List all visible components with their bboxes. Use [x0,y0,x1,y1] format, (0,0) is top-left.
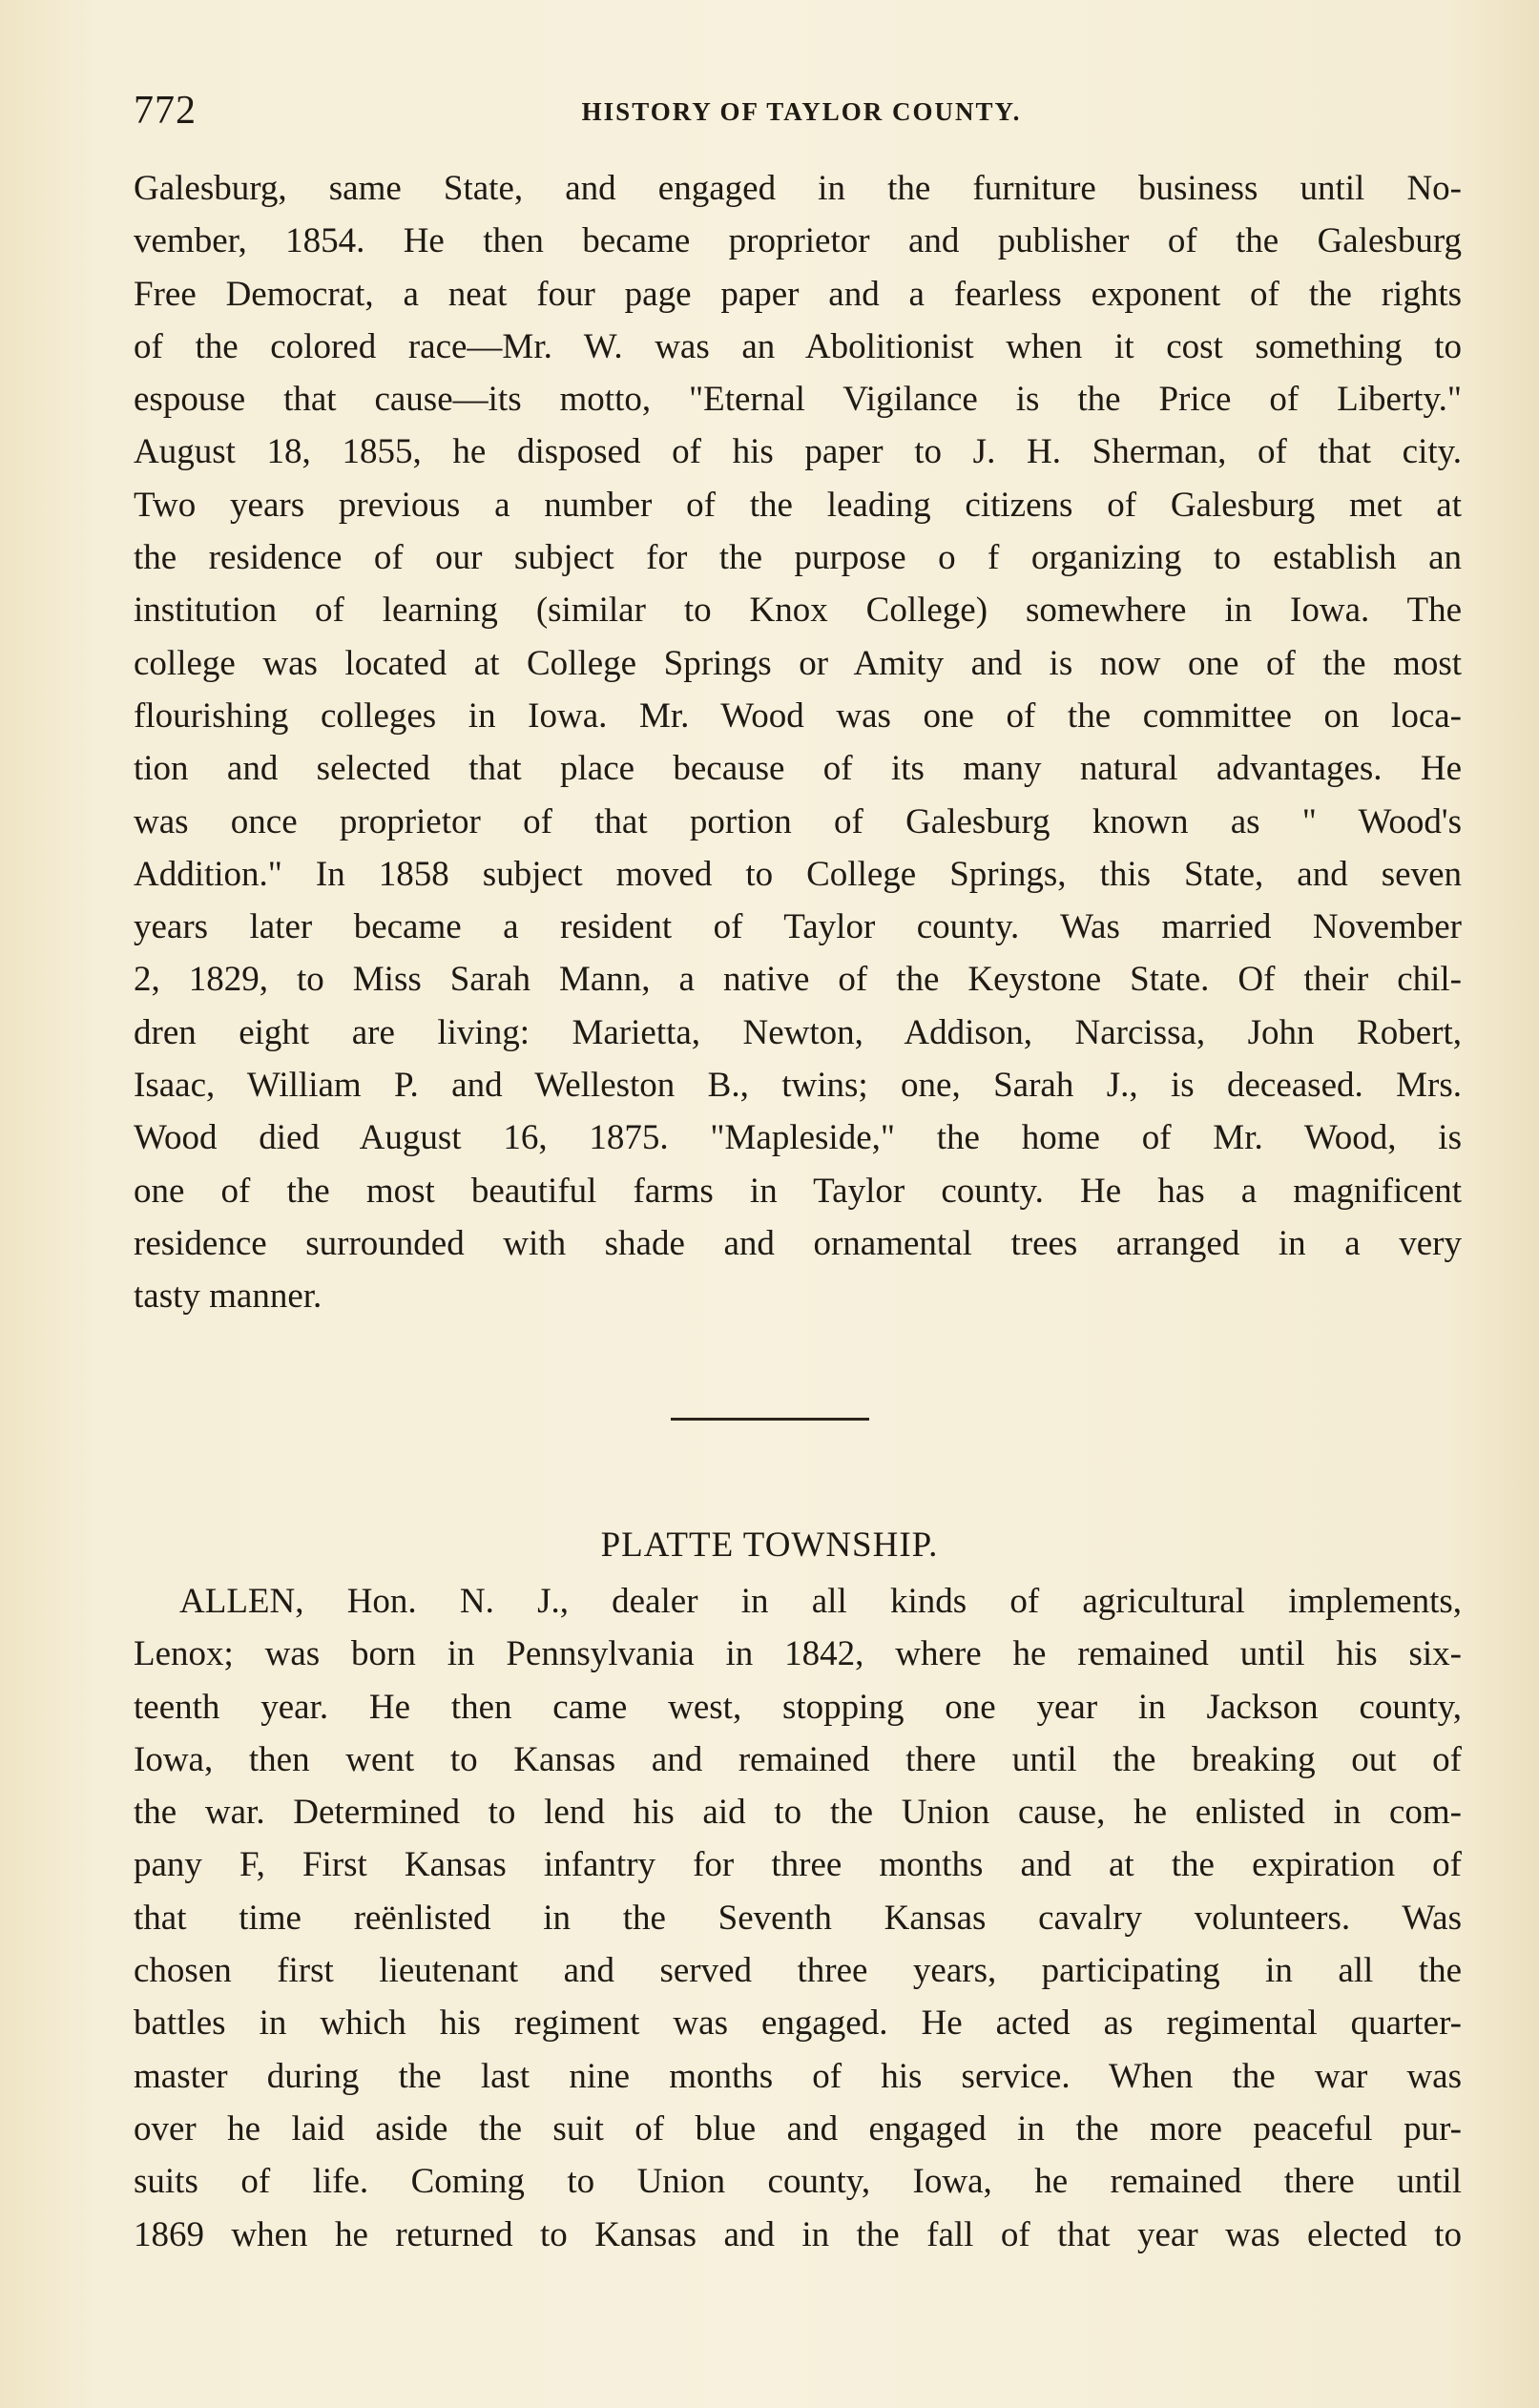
running-head [134,88,1469,133]
page-number: 772 [134,89,197,133]
text-line: Free Democrat, a neat four page paper and a fearless exponent of the rights [134,274,1462,314]
text-line: tion and selected that place because of its many natural advantages. He [134,749,1462,789]
text-line: tasty manner. [134,1277,322,1317]
text-line: that time reënlisted in the Seventh Kansas cavalry volunteers. Was [134,1898,1462,1938]
text-line: espouse that cause—its motto, "Eternal Vigilance is the Price of Liberty." [134,380,1462,420]
text-line: the residence of our subject for the purpose o f organizing to establish an [134,538,1462,578]
text-line: residence surrounded with shade and ornamental trees arranged in a very [134,1223,1462,1263]
text-line: Isaac, William P. and Welleston B., twins; one, Sarah J., is deceased. Mrs. [134,1066,1462,1106]
text-line: chosen first lieutenant and served three years, participating in all the [134,1951,1462,1991]
text-line: was once proprietor of that portion of Galesburg known as " Wood's [134,801,1462,841]
text-line: vember, 1854. He then became proprietor and publisher of the Galesburg [134,221,1462,261]
text-line: suits of life. Coming to Union county, Iowa, he remained there until [134,2162,1462,2202]
text-line: Lenox; was born in Pennsylvania in 1842, where he remained until his six- [134,1634,1462,1674]
text-line: of the colored race—Mr. W. was an Abolitionist when it cost something to [134,326,1462,366]
biography-allen-paragraph [134,1575,1462,2261]
text-line: battles in which his regiment was engaged. He acted as regimental quarter- [134,2003,1462,2044]
text-line: flourishing colleges in Iowa. Mr. Wood was one of the committee on loca- [134,695,1462,736]
section-heading: PLATTE TOWNSHIP. [600,1526,939,1565]
text-line: Iowa, then went to Kansas and remained there until the breaking out of [134,1739,1462,1779]
text-line: over he laid aside the suit of blue and engaged in the more peaceful pur- [134,2108,1462,2149]
text-line: Addition." In 1858 subject moved to College Springs, this State, and seven [134,854,1462,894]
text-line: Galesburg, same State, and engaged in the furniture business until No- [134,169,1462,208]
section-divider [671,1418,869,1421]
text-line: Two years previous a number of the leading citizens of Galesburg met at [134,485,1462,525]
text-line: ALLEN, Hon. N. J., dealer in all kinds of agricultural implements, [179,1582,1462,1621]
biography-wood-paragraph [134,162,1462,1323]
text-line: August 18, 1855, he disposed of his paper to J. H. Sherman, of that city. [134,432,1462,472]
text-line: teenth year. He then came west, stopping one year in Jackson county, [134,1687,1462,1727]
text-line: master during the last nine months of his service. When the war was [134,2056,1462,2096]
text-line: college was located at College Springs or Amity and is now one of the most [134,643,1462,683]
text-line: 1869 when he returned to Kansas and in the fall of that year was elected to [134,2214,1462,2254]
text-line: dren eight are living: Marietta, Newton, Addison, Narcissa, John Robert, [134,1012,1462,1052]
running-title: HISTORY OF TAYLOR COUNTY. [581,97,1022,126]
text-line: Wood died August 16, 1875. "Mapleside," the home of Mr. Wood, is [134,1118,1462,1158]
text-line: institution of learning (similar to Knox College) somewhere in Iowa. The [134,591,1462,631]
text-line: the war. Determined to lend his aid to the Union cause, he enlisted in com- [134,1793,1462,1833]
text-line: pany F, First Kansas infantry for three months and at the expiration of [134,1845,1462,1885]
text-line: 2, 1829, to Miss Sarah Mann, a native of the Keystone State. Of their chil- [134,960,1462,1000]
text-line: years later became a resident of Taylor county. Was married November [134,907,1462,947]
text-line: one of the most beautiful farms in Taylor county. He has a magnificent [134,1171,1462,1211]
